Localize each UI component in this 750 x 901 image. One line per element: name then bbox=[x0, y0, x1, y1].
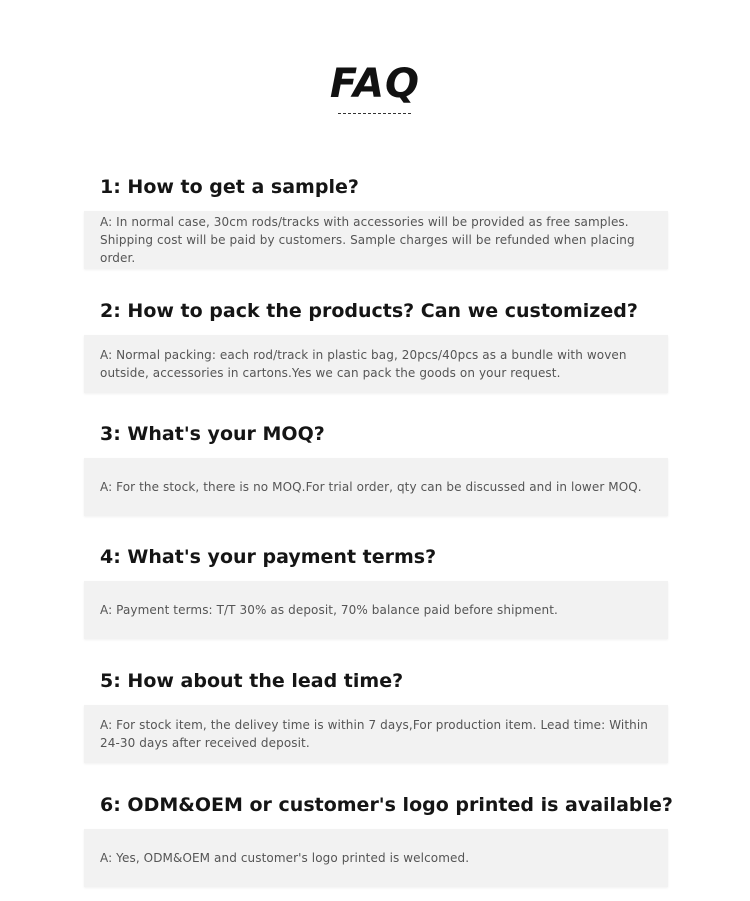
faq-question: 5: How about the lead time? bbox=[100, 670, 404, 692]
faq-answer-box bbox=[84, 211, 668, 269]
title-underline bbox=[338, 113, 411, 114]
faq-answer-box bbox=[84, 458, 668, 516]
faq-answer: A: In normal case, 30cm rods/tracks with accessories will be provided as free samples. Shipping cost will be paid by customers. Sample charges will be refunded when placing order. bbox=[100, 215, 635, 265]
faq-answer-box bbox=[84, 581, 668, 639]
faq-answer-box bbox=[84, 705, 668, 763]
faq-answer: A: For the stock, there is no MOQ.For trial order, qty can be discussed and in lower MOQ. bbox=[100, 480, 642, 494]
faq-answer: A: Yes, ODM&OEM and customer's logo printed is welcomed. bbox=[100, 851, 470, 865]
faq-question: 2: How to pack the products? Can we customized? bbox=[100, 300, 638, 322]
faq-question: 4: What's your payment terms? bbox=[100, 546, 437, 568]
faq-answer: A: For stock item, the delivey time is within 7 days,For production item. Lead time: Within 24-30 days after received deposit. bbox=[100, 718, 648, 750]
faq-question: 1: How to get a sample? bbox=[100, 176, 359, 198]
faq-answer: A: Normal packing: each rod/track in plastic bag, 20pcs/40pcs as a bundle with woven outside, accessories in cartons.Yes we can pack the goods on your request. bbox=[100, 348, 627, 380]
faq-question: 6: ODM&OEM or customer's logo printed is available? bbox=[100, 794, 673, 816]
page-title: FAQ bbox=[329, 61, 421, 107]
faq-answer-box bbox=[84, 829, 668, 887]
faq-question: 3: What's your MOQ? bbox=[100, 423, 325, 445]
faq-answer: A: Payment terms: T/T 30% as deposit, 70% balance paid before shipment. bbox=[100, 603, 558, 617]
faq-answer-box bbox=[84, 335, 668, 393]
